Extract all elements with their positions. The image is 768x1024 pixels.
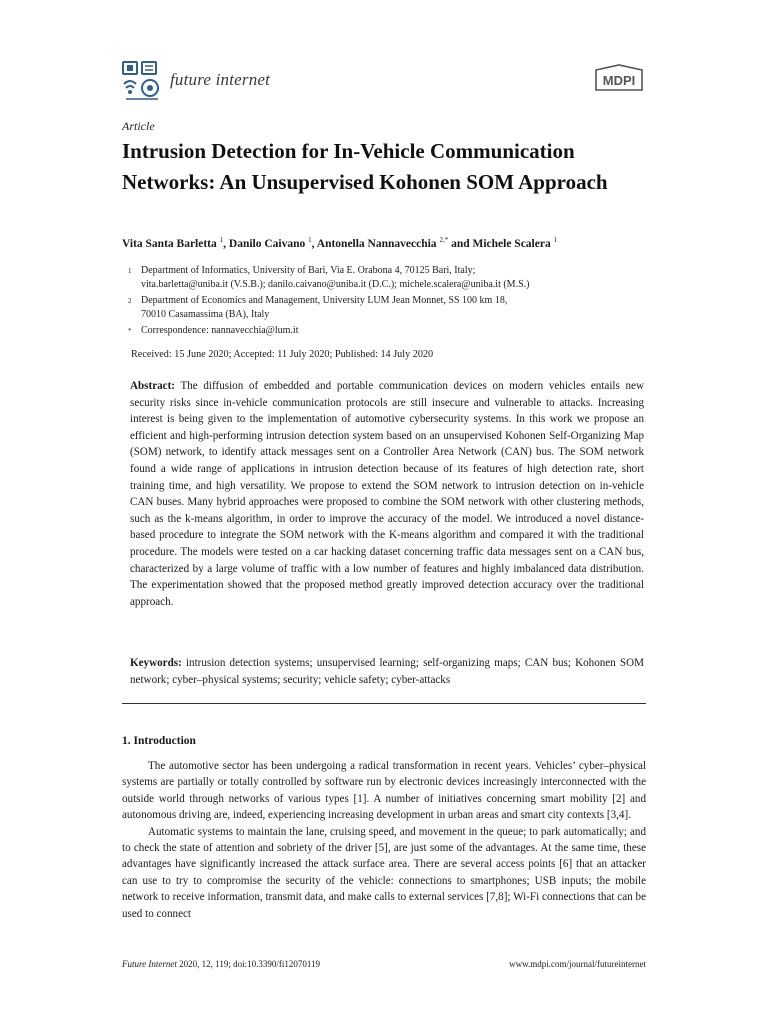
affiliation-line: Department of Informatics, University of Bari, Via E. Orabona 4, 70125 Bari, Italy;	[141, 265, 476, 276]
abstract-text: The diffusion of embedded and portable communication devices on modern vehicles entails new security risks since in-vehicle communication protocols are still insecure and vulnerable to attacks. Increasing interest is being given to the implementation of automotive cybersecurity systems. In this work we propose an efficient and high-performing intrusion detection system based on an unsupervised Kohonen Self-Organizing Map (SOM) network, to identify attack messages sent on a Controller Area Network (CAN) bus. The SOM network found a wide range of applications in intrusion detection because of its features of high detection rate, short training time, and high versatility. We propose to extend the SOM network to intrusion detection on in-vehicle CAN buses. Many hybrid approaches were proposed to combine the SOM network with other clustering methods, such as the k-means algorithm, in order to improve the accuracy of the model. We introduced a novel distance-based procedure to integrate the SOM network with the K-means algorithm and compared it with the traditional procedure. The models were tested on a car hacking dataset concerning traffic data messages sent on a CAN bus, characterized by a large volume of traffic with a low number of features and highly imbalanced data distribution. The experimentation showed that the proposed method greatly improved detection accuracy over the traditional approach.	[130, 380, 644, 608]
author-name: Danilo Caivano	[228, 238, 306, 250]
author-affiliation-mark: 1	[308, 236, 312, 245]
journal-name: future internet	[170, 70, 271, 89]
keywords-label: Keywords:	[130, 657, 182, 669]
correspondence-line: Correspondence: nannavecchia@lum.it	[141, 325, 299, 336]
affiliation-marker: 2	[128, 297, 132, 305]
article-type: Article	[122, 119, 155, 133]
publisher-logo-text: MDPI	[602, 73, 636, 88]
keywords-text: intrusion detection systems; unsupervised learning; self-organizing maps; CAN bus; Kohonen SOM network; cyber–physical systems; security; vehicle safety; cyber-attacks	[130, 657, 644, 686]
abstract-label: Abstract:	[130, 380, 175, 392]
mdpi-logo-icon	[592, 64, 646, 94]
affiliation-line: 70010 Casamassima (BA), Italy	[141, 309, 270, 320]
abstract	[130, 378, 644, 610]
section-heading: 1. Introduction	[122, 735, 196, 747]
footer-url[interactable]: www.mdpi.com/journal/futureinternet	[509, 959, 646, 969]
author-affiliation-mark: 2,*	[439, 236, 449, 245]
author-affiliation-mark: 1	[219, 236, 224, 245]
author-name: Antonella Nannavecchia	[316, 238, 437, 250]
author-affiliation-mark: 1	[553, 236, 558, 245]
paragraph: The automotive sector has been undergoing a radical transformation in recent years. Vehicles’ cyber–physical systems are partially or totally controlled by software run by electronic devices increasingly interconnected with the outside world through networks of various types [1]. A number of initiatives concerning smart mobility [2] and autonomous driving are, indeed, experiencing increasing development in urban areas and smart city contexts [3,4].	[122, 760, 646, 822]
section-body	[122, 758, 646, 922]
keywords	[130, 655, 644, 688]
affiliation-line: Department of Economics and Management, University LUM Jean Monnet, SS 100 km 18,	[141, 295, 508, 306]
author-list: Vita Santa Barletta $^1$, Danilo Caivano $^1$, Antonella Nannavecchia $^{2,*}$ and Michele Scalera $^1$	[122, 236, 558, 250]
footer-citation	[122, 959, 320, 969]
affiliation-marker: 1	[128, 267, 132, 275]
footer-journal: Future Internet	[122, 959, 177, 969]
publication-dates: Received: 15 June 2020; Accepted: 11 July 2020; Published: 14 July 2020	[131, 349, 434, 360]
author-name: Vita Santa Barletta	[122, 238, 217, 250]
journal-logo-icon	[122, 60, 162, 102]
affiliation-marker: *	[128, 327, 132, 335]
section-divider	[122, 703, 646, 704]
author-name: Michele Scalera	[472, 238, 551, 250]
paper-title: Intrusion Detection for In-Vehicle Communication Networks: An Unsupervised Kohonen SOM Approach	[122, 139, 608, 194]
affiliation-emails: vita.barletta@uniba.it (V.S.B.); danilo.caivano@uniba.it (D.C.); michele.scalera@uniba.it (M.S.)	[141, 279, 530, 290]
paragraph: Automatic systems to maintain the lane, cruising speed, and movement in the queue; to park automatically; and to check the state of attention and sobriety of the driver [5], are just some of the advantages. At the same time, these advantages have significantly increased the attack surface area. There are several access points [6] that an attacker can use to try to compromise the security of the vehicle: connections to smartphones; USB inputs; the mobile network to receive information, transmit data, and make calls to external services [7,8]; Wi-Fi connections that can be used to connect	[122, 825, 646, 920]
footer-citation-text: 2020, 12, 119; doi:10.3390/fi12070119	[179, 959, 320, 969]
